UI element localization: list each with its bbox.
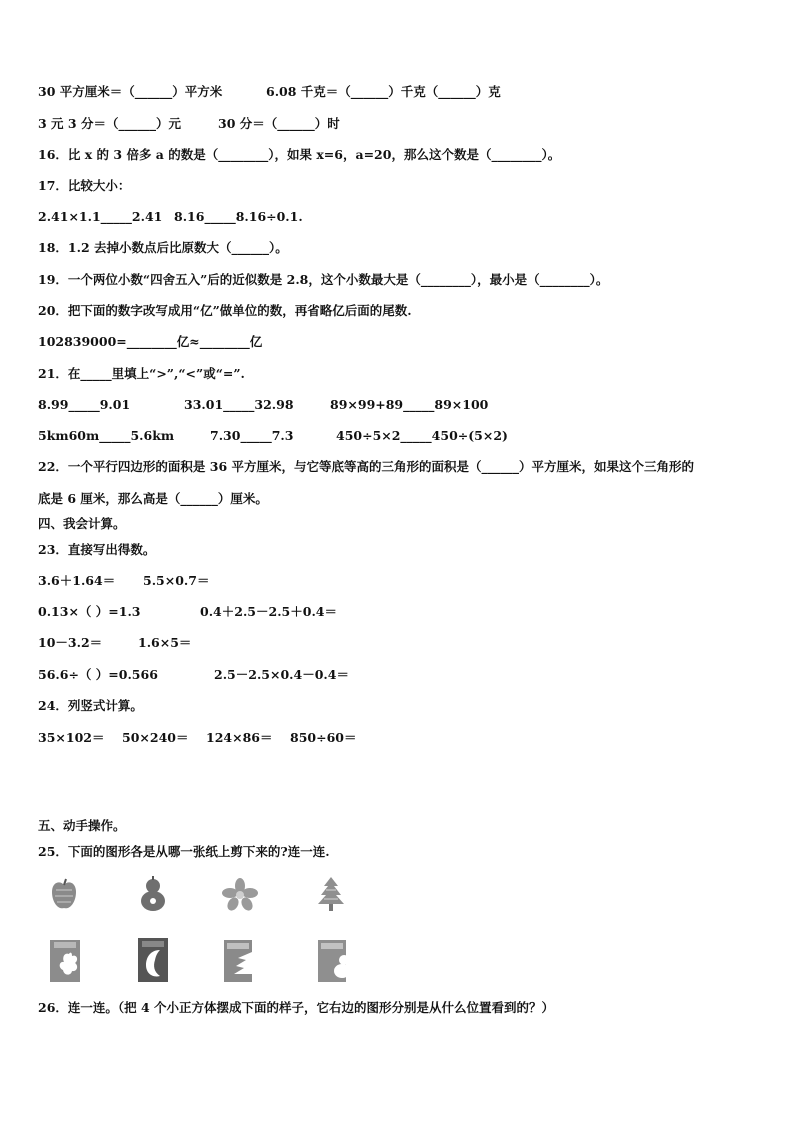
question-17: 17．比较大小： [38, 178, 131, 193]
paper-flower-cut-icon [50, 940, 80, 982]
question-25: 25．下面的图形各是从哪一张纸上剪下来的?连一连. [38, 844, 330, 859]
calc-7: 56.6÷（ ）=0.566 [38, 667, 158, 682]
vertical-calc-4: 850÷60＝ [290, 730, 357, 745]
paper-apple-cut-icon [138, 938, 168, 982]
question-23: 23．直接写出得数。 [38, 542, 156, 557]
calc-5: 10－3.2＝ [38, 635, 103, 650]
paper-gourd-cut-icon [318, 940, 346, 982]
compare-a: 8.99_____9.01 [38, 397, 131, 412]
flower-icon [222, 878, 258, 912]
vertical-calc-2: 50×240＝ [122, 730, 189, 745]
question-16: 16．比 x 的 3 倍多 a 的数是（________），如果 x=6，a=20，那么这个数是（________）。 [38, 147, 561, 162]
question-20: 20．把下面的数字改写成用“亿”做单位的数，再省略亿后面的尾数. [38, 303, 412, 318]
compare-e: 7.30_____7.3 [210, 428, 294, 443]
calc-8: 2.5－2.5×0.4－0.4＝ [214, 667, 349, 682]
calc-6: 1.6×5＝ [138, 635, 192, 650]
compare-f: 450÷5×2_____450÷(5×2) [336, 428, 508, 443]
compare-item-2: 8.16_____8.16÷0.1. [174, 209, 303, 224]
vertical-calc-1: 35×102＝ [38, 730, 105, 745]
calc-3: 0.13×（ ）=1.3 [38, 604, 141, 619]
mass-conversion: 6.08 千克＝（______）千克（______）克 [266, 84, 501, 99]
question-24: 24．列竖式计算。 [38, 698, 143, 713]
tree-icon [316, 876, 346, 912]
question-20-answer: 102839000=________亿≈________亿 [38, 334, 263, 349]
paper-tree-cut-icon [224, 940, 252, 982]
question-21: 21．在_____里填上“>”,“<”或“=”. [38, 366, 245, 381]
gourd-icon [138, 876, 168, 912]
section-4-heading: 四、我会计算。 [38, 516, 126, 531]
question-22-line-1: 22．一个平行四边形的面积是 36 平方厘米，与它等底等高的三角形的面积是（______）平方厘米，如果这个三角形的 [38, 459, 694, 474]
question-18: 18．1.2 去掉小数点后比原数大（______）。 [38, 240, 288, 255]
vertical-calc-3: 124×86＝ [206, 730, 273, 745]
compare-item-1: 2.41×1.1_____2.41 [38, 209, 163, 224]
calc-4: 0.4＋2.5－2.5＋0.4＝ [200, 604, 337, 619]
section-5-heading: 五、动手操作。 [38, 818, 126, 833]
calc-2: 5.5×0.7＝ [143, 573, 210, 588]
question-22-line-2: 底是 6 厘米，那么高是（______）厘米。 [38, 491, 268, 506]
money-conversion: 3 元 3 分＝（______）元 [38, 116, 181, 131]
time-conversion: 30 分＝（______）时 [218, 116, 340, 131]
apple-icon [50, 878, 78, 912]
compare-d: 5km60m_____5.6km [38, 428, 175, 443]
question-19: 19．一个两位小数“四舍五入”后的近似数是 2.8，这个小数最大是（________），最小是（________）。 [38, 272, 609, 287]
compare-b: 33.01_____32.98 [184, 397, 294, 412]
area-conversion: 30 平方厘米＝（______）平方米 [38, 84, 223, 99]
question-26: 26．连一连。（把 4 个小正方体摆成下面的样子，它右边的图形分别是从什么位置看到的？） [38, 1000, 555, 1015]
compare-c: 89×99+89_____89×100 [330, 397, 489, 412]
calc-1: 3.6＋1.64＝ [38, 573, 116, 588]
